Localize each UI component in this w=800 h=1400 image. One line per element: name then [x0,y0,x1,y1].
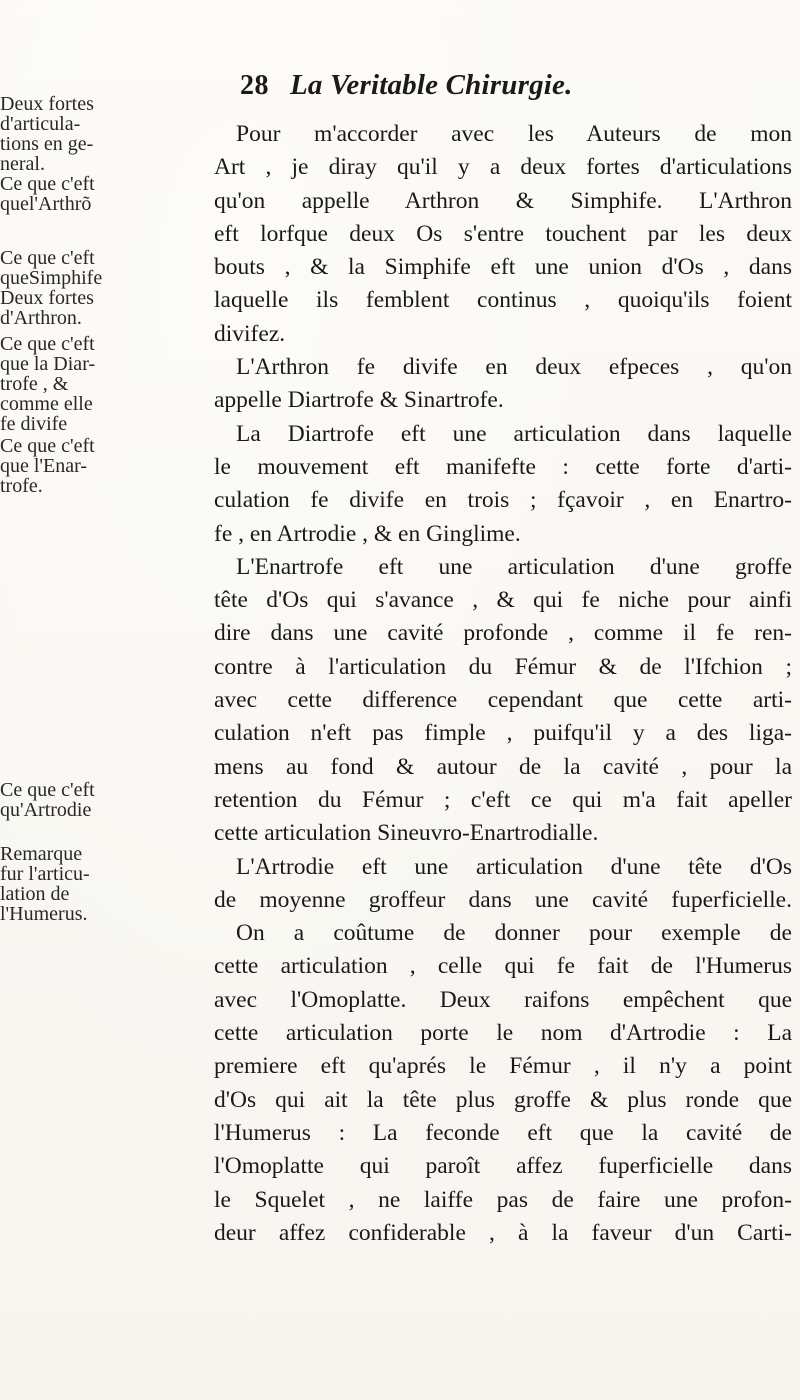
margin-note-line: fur l'articu- [0,863,90,885]
margin-note-line: d'articula- [0,113,81,135]
page-header [200,70,780,106]
margin-note-line: l'Humerus. [0,903,88,925]
margin-note [0,94,150,174]
text-line: avec l'Omoplatte. Deux raifons empêchent que [214,986,792,1013]
margin-note-line: queSimphife [0,267,103,289]
text-line: Pour m'accorder avec les Auteurs de mon [236,121,792,147]
running-title: La Veritable Chirurgie. [290,69,573,101]
text-line: fe , en Artrodie , & en Ginglime. [214,520,521,547]
text-line: premiere eft qu'aprés le Fémur , il n'y a point [214,1053,792,1080]
margin-note-line: quel'Arthrõ [0,193,92,215]
text-line: L'Arthron fe divife en deux efpeces , qu'on [236,354,792,381]
margin-note [0,288,150,328]
margin-note-line: qu'Artrodie [0,799,92,821]
text-line: divifez. [214,320,286,347]
text-line: La Diartrofe eft une articulation dans laquelle [236,420,792,447]
margin-notes [0,0,150,1400]
text-line: avec cette difference cependant que cette arti- [214,687,792,714]
margin-note-line: comme elle [0,393,93,415]
margin-note-line: Ce que c'eft [0,435,95,457]
margin-note-line: que la Diar- [0,353,96,375]
text-line: cette articulation porte le nom d'Artrodie : La [214,1020,792,1047]
text-line: mens au fond & autour de la cavité , pour la [214,753,792,780]
text-line: L'Artrodie eft une articulation d'une tête d'Os [236,853,792,880]
text-line: le mouvement eft manifefte : cette forte d'arti- [214,453,792,480]
margin-note-line: Remarque [0,843,83,865]
text-line: deur affez confiderable , à la faveur d'un Carti- [214,1219,792,1246]
text-line: culation fe divife en trois ; fçavoir , en Enartro- [214,487,792,514]
margin-note-line: Ce que c'eft [0,779,95,801]
margin-note [0,844,150,924]
margin-note [0,248,150,288]
text-line: contre à l'articulation du Fémur & de l'Ifchion ; [214,653,792,680]
main-text [214,118,792,1250]
text-line: qu'on appelle Arthron & Simphife. L'Arthron [214,187,792,214]
margin-note-line: Ce que c'eft [0,333,95,355]
text-line: laquelle ils femblent continus , quoiqu'ils foient [214,287,792,314]
text-line: Art , je diray qu'il y a deux fortes d'articulations [214,154,792,181]
margin-note [0,174,150,214]
margin-note-line: Deux fortes [0,287,94,309]
text-line: L'Enartrofe eft une articulation d'une groffe [236,553,792,580]
margin-note [0,780,150,820]
text-line: culation n'eft pas fimple , puifqu'il y a des liga- [214,720,792,747]
margin-note-line: trofe , & [0,373,69,395]
margin-note-line: trofe. [0,475,43,497]
text-line: On a coûtume de donner pour exemple de [236,920,792,947]
text-line: cette articulation , celle qui fe fait de l'Humerus [214,953,792,980]
margin-note-line: tions en ge- [0,133,94,155]
text-line: retention du Fémur ; c'eft ce qui m'a fait apeller [214,786,792,813]
margin-note-line: que l'Enar- [0,455,88,477]
margin-note-line: d'Arthron. [0,307,82,329]
text-line: de moyenne groffeur dans une cavité fuperficielle. [214,886,792,913]
page-number: 28 [240,70,269,101]
margin-note-line: Ce que c'eft [0,247,95,269]
margin-note-line: fe divife [0,413,68,435]
text-line: appelle Diartrofe & Sinartrofe. [214,387,504,414]
text-line: dire dans une cavité profonde , comme il fe ren- [214,620,792,647]
margin-note [0,334,150,434]
margin-note-line: neral. [0,153,45,175]
margin-note-line: Ce que c'eft [0,173,95,195]
text-line: eft lorfque deux Os s'entre touchent par les deux [214,220,792,247]
text-line: l'Omoplatte qui paroît affez fuperficielle dans [214,1153,792,1180]
text-line: le Squelet , ne laiffe pas de faire une profon- [214,1186,792,1213]
margin-note-line: Deux fortes [0,93,94,115]
text-line: l'Humerus : La feconde eft que la cavité de [214,1119,792,1146]
margin-note [0,436,150,496]
text-line: tête d'Os qui s'avance , & qui fe niche pour ainfi [214,587,792,614]
text-line: cette articulation Sineuvro-Enartrodialle. [214,820,599,847]
text-line: d'Os qui ait la tête plus groffe & plus ronde que [214,1086,792,1113]
margin-note-line: lation de [0,883,70,905]
text-line: bouts , & la Simphife eft une union d'Os , dans [214,254,792,281]
